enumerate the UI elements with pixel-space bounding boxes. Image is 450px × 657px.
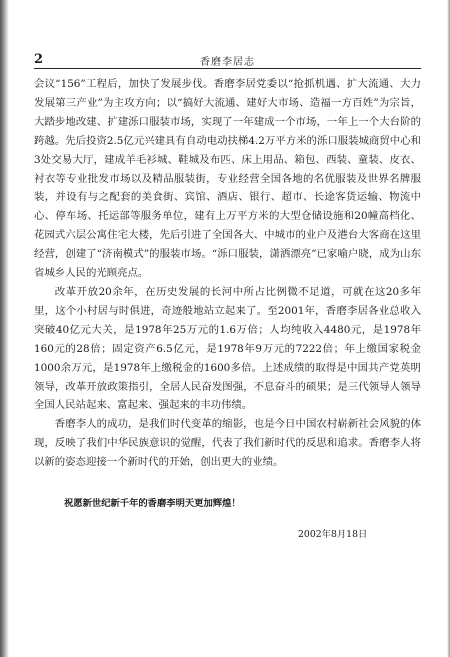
paragraph-success: 香磨李人的成功，是我们时代变革的缩影，也是今日中国农村崭新社会风貌的体现，反映了我们中华民族意识的觉醒，代表了我们新时代的反思和追求。香磨李人将以新的姿态迎接一个新时代的开始，创出更大的业绩。 (34, 418, 421, 469)
running-title: 香磨李居志 (200, 57, 255, 68)
signature-date: 2002年8月18日 (298, 529, 368, 540)
page-scan-edge-left (0, 0, 9, 657)
closing-wish: 祝愿新世纪新千年的香磨李明天更加辉煌！ (64, 498, 241, 509)
page-header (34, 52, 421, 68)
paragraph-reform-achievements: 改革开放20余年，在历史发展的长河中所占比例微不足道，可就在这20多年里，这个小村居与时俱进，奇迹般地站立起来了。至2001年，香磨李居各业总收入突破40亿元大关，是1978年25万元的1.6万倍；人均纯收入4480元，是1978年160元的28倍；固定资产6.5亿元，是1978年9万元的7222倍；年上缴国家税金1000余万元，是1978年上缴税金的1600多倍。上述成绩的取得是中国共产党英明领导，改革开放政策指引，全居人民奋发图强，不息奋斗的硕果；是三代领导人领导全国人民站起来、富起来、强起来的丰功伟绩。 (34, 285, 421, 412)
paragraph-continued: 会议“156”工程后，加快了发展步伐。香磨李居党委以“抢抓机遇、扩大流通、大力发展第三产业”为主攻方向；以“搞好大流通、建好大市场、造福一方百姓”为宗旨，大踏步地改建、扩建泺口服装市场，实现了一年建成一个市场，一年上一个大台阶的跨越。先后投资2.5亿元兴建具有自动电动扶梯4.2万平方米的泺口服装城商贸中心和3处交易大厅，建成羊毛衫城、鞋城及布匹、床上用品、箱包、西装、童装、皮衣、衬衣等专业批发市场以及精品服装街，专业经营全国各地的名优服装及世界名牌服装，并设有与之配套的美食街、宾馆、酒店、银行、超市、长途客货运输、物流中心、停车场、托运部等服务单位，建有上万平方米的大型仓储设施和20幢高档化、花园式六层公寓住宅大楼，先后引进了全国各大、中城市的业户及港台大客商在这里经营，创建了“济南模式”的服装市场。“泺口服装，潇洒漂亮”已家喻户晓，成为山东省城乡人民的光顾亮点。 (34, 78, 421, 280)
header-rule (34, 68, 421, 69)
page-number: 2 (34, 52, 44, 67)
body-text (34, 75, 421, 472)
